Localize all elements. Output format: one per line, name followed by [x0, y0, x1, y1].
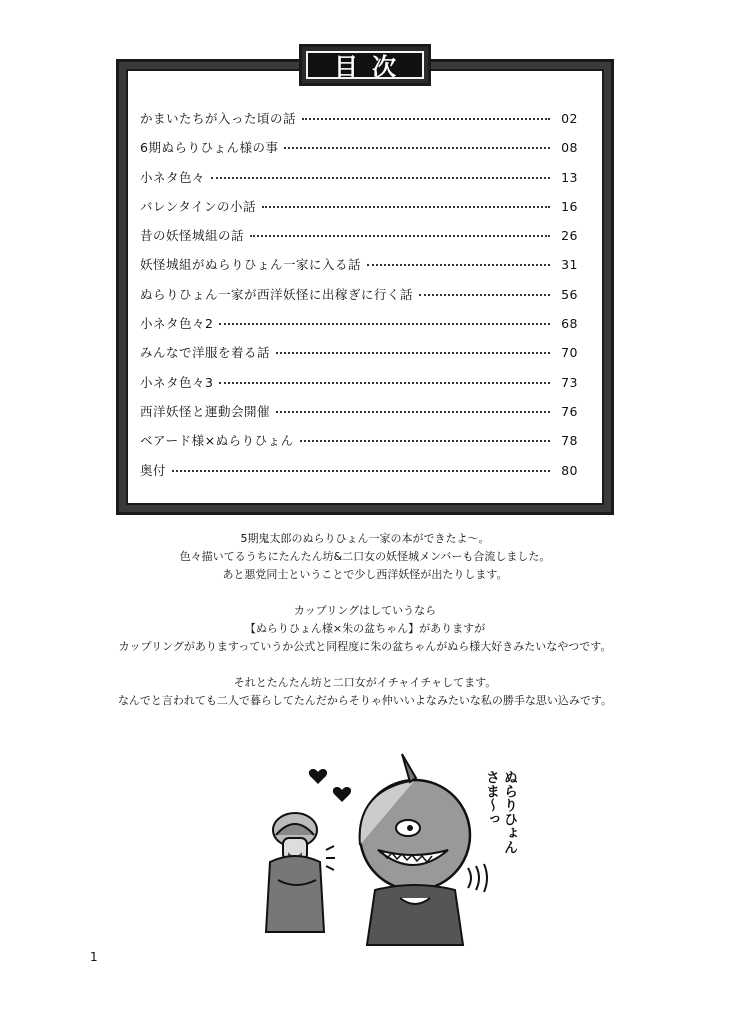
toc-entry[interactable] — [140, 255, 578, 284]
toc-entry-page: 26 — [561, 228, 578, 244]
toc-entry-page: 16 — [561, 198, 578, 214]
toc-leader-dots — [419, 294, 550, 296]
toc-entry[interactable] — [140, 343, 578, 372]
toc-entry[interactable] — [140, 285, 578, 314]
toc-entry-page: 31 — [561, 257, 578, 273]
note-line: 色々描いてるうちにたんたん坊&二口女の妖怪城メンバーも合流しました。 — [179, 550, 551, 563]
note-line: 【ぬらりひょん様×朱の盆ちゃん】がありますが — [244, 622, 486, 635]
left-character — [266, 813, 335, 932]
speech-ぬらりひょん: ぬらりひょん — [502, 770, 518, 854]
toc-entry[interactable] — [140, 109, 578, 138]
toc-entry[interactable] — [140, 402, 578, 431]
heart-icon — [333, 787, 351, 802]
toc-entry-label: 小ネタ色々 — [140, 169, 206, 185]
toc-leader-dots — [211, 177, 550, 179]
toc-leader-dots — [284, 147, 550, 149]
toc-entry-label: 6期ぬらりひょん様の事 — [140, 140, 279, 156]
toc-list — [140, 109, 578, 490]
toc-entry[interactable] — [140, 138, 578, 167]
toc-entry-label: ベアード様×ぬらりひょん — [140, 433, 294, 449]
note-line: カップリングがありますっていうか公式と同程度に朱の盆ちゃんがぬら様大好きみたいなやつです。 — [118, 640, 612, 653]
note-line: 5期鬼太郎のぬらりひょん一家の本ができたよ〜。 — [240, 532, 490, 545]
toc-entry-label: 西洋妖怪と運動会開催 — [140, 403, 271, 419]
heart-icon — [309, 769, 327, 784]
toc-entry-label: 昔の妖怪城組の話 — [140, 228, 245, 244]
toc-entry-page: 73 — [561, 374, 578, 390]
toc-leader-dots — [219, 382, 550, 384]
toc-entry-page: 02 — [561, 111, 578, 126]
toc-entry-page: 68 — [561, 316, 578, 332]
toc-entry-page: 80 — [561, 462, 578, 478]
toc-entry-label: 小ネタ色々3 — [140, 374, 214, 390]
toc-title: 目次 — [306, 51, 424, 79]
toc-entry[interactable] — [140, 226, 578, 255]
toc-entry[interactable] — [140, 168, 578, 197]
toc-entry-label: 妖怪城組がぬらりひょん一家に入る話 — [140, 257, 362, 273]
note-line: あと悪党同士ということで少し西洋妖怪が出たりします。 — [222, 568, 508, 581]
toc-entry[interactable] — [140, 314, 578, 343]
toc-entry-page: 78 — [561, 433, 578, 449]
toc-entry-label: かまいたちが入った頃の話 — [140, 111, 297, 126]
note-line: なんでと言われても二人で暮らしてたんだからそりゃ仲いいよなみたいな私の勝手な思い込みです。 — [117, 694, 613, 707]
toc-entry-label: ぬらりひょん一家が西洋妖怪に出稼ぎに行く話 — [140, 286, 414, 302]
toc-leader-dots — [250, 235, 550, 237]
toc-entry[interactable] — [140, 431, 578, 460]
toc-entry[interactable] — [140, 461, 578, 490]
toc-entry-label: 奥付 — [140, 462, 167, 478]
toc-entry-label: 小ネタ色々2 — [140, 316, 214, 332]
note-line: それとたんたん坊と二口女がイチャイチャしてます。 — [233, 676, 497, 689]
toc-leader-dots — [302, 118, 550, 120]
toc-entry-page: 13 — [561, 169, 578, 185]
intro-notes — [60, 530, 670, 710]
toc-leader-dots — [172, 470, 550, 472]
toc-inner-panel — [126, 69, 604, 505]
page-number: 1 — [90, 950, 98, 964]
toc-entry-label: みんなで洋服を着る話 — [140, 345, 271, 361]
speech-さま: さま〜っ — [484, 770, 500, 826]
toc-entry-page: 56 — [561, 286, 578, 302]
toc-entry-page: 76 — [561, 403, 578, 419]
toc-title-plate — [299, 44, 431, 86]
toc-entry[interactable] — [140, 197, 578, 226]
toc-entry[interactable] — [140, 373, 578, 402]
toc-frame — [116, 59, 614, 515]
toc-leader-dots — [367, 264, 550, 266]
toc-leader-dots — [276, 352, 550, 354]
toc-leader-dots — [300, 440, 550, 442]
toc-leader-dots — [219, 323, 550, 325]
toc-entry-page: 08 — [561, 140, 578, 156]
note-line: カップリングはしていうなら — [293, 604, 437, 617]
toc-entry-page: 70 — [561, 345, 578, 361]
toc-leader-dots — [262, 206, 550, 208]
toc-leader-dots — [276, 411, 550, 413]
toc-entry-label: バレンタインの小話 — [140, 198, 256, 214]
right-character — [360, 754, 487, 945]
